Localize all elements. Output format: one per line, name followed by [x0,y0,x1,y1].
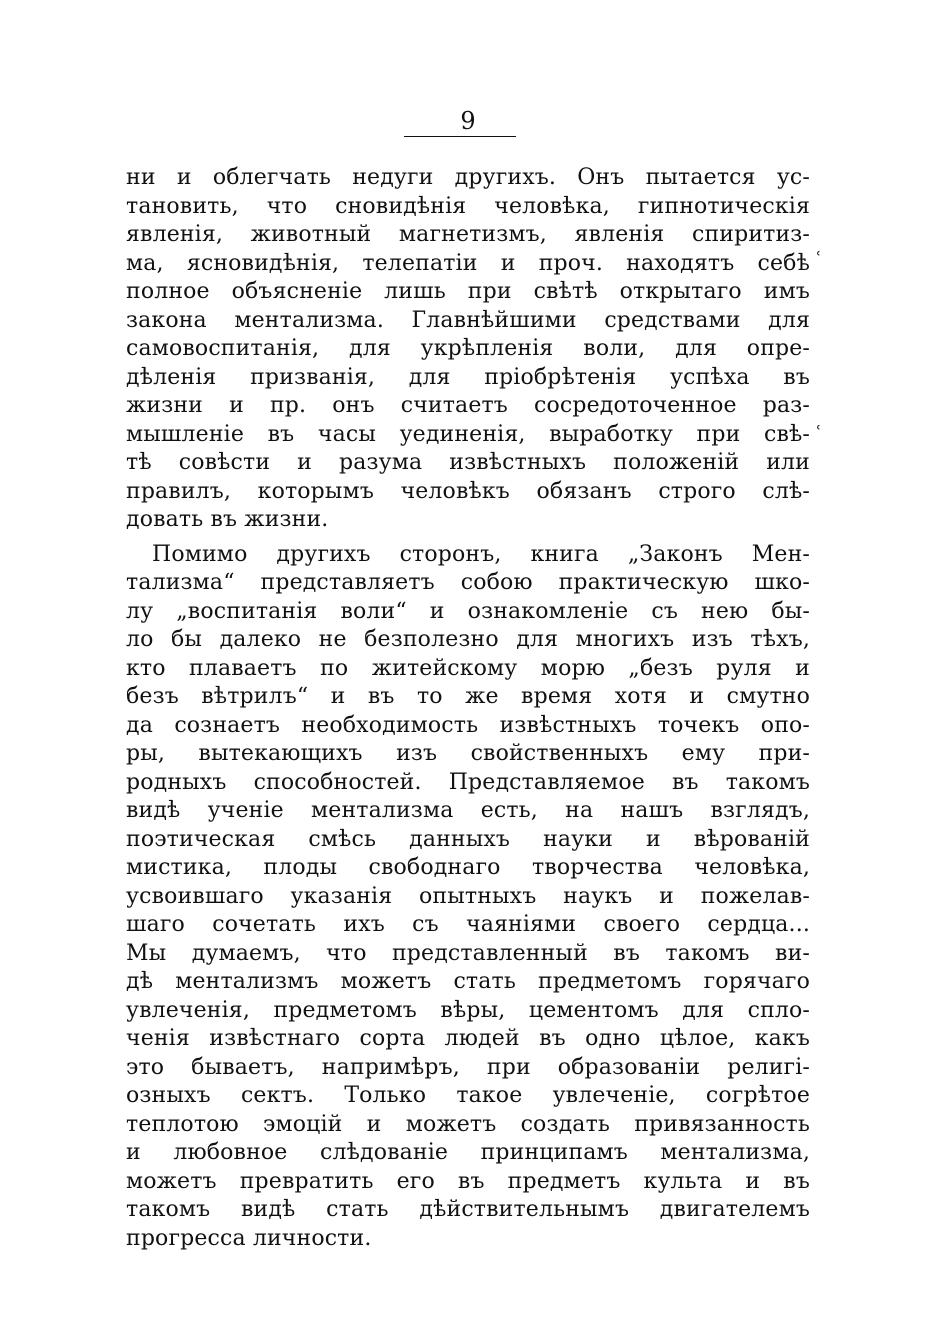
text-line: кто плаваетъ по житейскому морю „безъ руля и [126,655,810,681]
text-line: такомъ видѣ стать дѣйствительнымъ двигателемъ [126,1197,810,1222]
text-line: да сознаетъ необходимость извѣстныхъ точекъ опо- [126,712,810,738]
text-line: мышленіе въ часы уединенія, выработку при свѣ- [126,421,810,447]
text-line: полное объясненіе лишь при свѣтѣ открытаго имъ [126,279,810,304]
paragraph-2 [126,541,810,1254]
text-line: дѣленія призванія, для пріобрѣтенія успѣха въ [126,364,810,390]
text-line: теплотою эмоцій и можетъ создать привязанность [126,1111,810,1137]
text-line: и любовное слѣдованіе принципамъ ментализма, [126,1140,810,1165]
text-line: правилъ, которымъ человѣкъ обязанъ строго слѣ- [126,478,810,504]
text-line: закона ментализма. Главнѣйшими средствами для [126,307,810,333]
text-line: усвоившаго указанія опытныхъ наукъ и пожелав- [126,883,810,909]
text-line: Мы думаемъ, что представленный въ такомъ ви- [126,940,810,966]
text-line: озныхъ сектъ. Только такое увлеченіе, согрѣтое [126,1083,810,1108]
text-line: дѣ ментализмъ можетъ стать предметомъ горячаго [126,969,810,994]
text-line: ры, вытекающихъ изъ свойственныхъ ему при- [126,741,810,766]
paragraph-1 [126,164,810,535]
text-line: ма, ясновидѣнія, телепатіи и проч. находятъ себѣ [126,250,810,276]
text-line: родныхъ способностей. Представляемое въ такомъ [126,769,810,795]
text-line: тѣ совѣсти и разума извѣстныхъ положеній или [126,450,810,475]
text-line: явленія, животный магнетизмъ, явленія спиритиз- [126,222,810,247]
text-line: тализма“ представляетъ собою практическую шко- [126,570,810,595]
text-line: мистика, плоды свободнаго творчества человѣка, [126,855,810,880]
text-line: самовоспитанія, для укрѣпленія воли, для опре- [126,336,810,361]
text-line: шаго сочетать ихъ съ чаяніями своего сердца... [126,912,810,937]
text-line: это бываетъ, напримѣръ, при образованіи религі- [126,1054,810,1080]
margin-mark: ˓ [816,244,822,265]
text-line: Помимо другихъ сторонъ, книга „Законъ Мен- [152,541,810,567]
text-line: поэтическая смѣсь данныхъ науки и вѣрованій [126,826,810,852]
text-line: лу „воспитанія воли“ и ознакомленіе съ нею бы- [126,598,810,624]
text-line: прогресса личности. [126,1225,372,1251]
header-rule [404,136,516,137]
text-line: ни и облегчать недуги другихъ. Онъ пытается ус- [126,165,810,190]
text-line: ло бы далеко не безполезно для многихъ изъ тѣхъ, [126,627,810,652]
text-line: довать въ жизни. [126,507,329,532]
text-line: безъ вѣтрилъ“ и въ то же время хотя и смутно [126,684,810,709]
text-line: можетъ превратить его въ предметъ культа и въ [126,1168,810,1194]
text-line: ченія извѣстнаго сорта людей въ одно цѣлое, какъ [126,1026,810,1051]
text-line: жизни и пр. онъ считаетъ сосредоточенное раз- [126,393,810,418]
text-line: увлеченія, предметомъ вѣры, цементомъ для спло- [126,997,810,1023]
page-number: 9 [460,107,476,135]
margin-mark: ˓ [816,418,822,439]
text-line: тановить, что сновидѣнія человѣка, гипнотическія [126,193,810,219]
body-text [126,164,810,1253]
text-line: видѣ ученіе ментализма есть, на нашъ взглядъ, [126,798,810,823]
